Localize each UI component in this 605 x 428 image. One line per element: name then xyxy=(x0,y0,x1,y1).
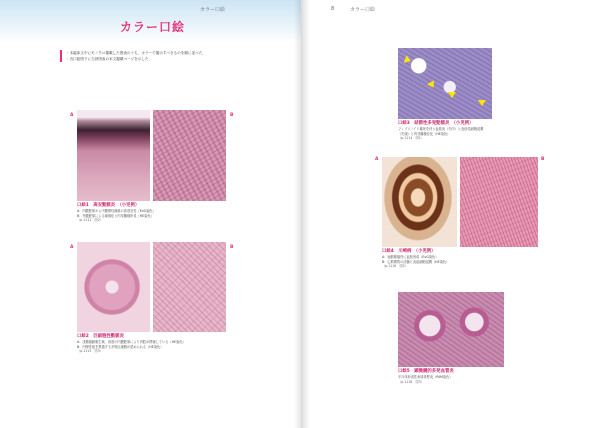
running-head-right: カラー口絵 xyxy=(350,7,376,13)
figure4-caption xyxy=(382,249,449,269)
figure4-title: 口絵4 川崎病 （小児例） xyxy=(382,249,436,254)
running-head-left: カラー口絵 xyxy=(200,7,226,13)
intro-line: ・本臨床文中にモノクロ掲載した図表のうち，カラーで掲示すべきものを順に並べた． xyxy=(66,51,206,55)
figure1-title: 口絵1 高安動脈炎 （小児例） xyxy=(77,203,140,208)
figure1-photo-b[interactable] xyxy=(153,110,226,201)
figure-label-b: B xyxy=(541,157,545,162)
caption-line: B：内弾性板を貫通する多核巨細胞が認められる（HE染色） xyxy=(77,344,164,349)
figure1-caption xyxy=(77,203,156,223)
intro-line: ・各口絵図下に当該図表の本文掲載ページを示した． xyxy=(66,57,153,61)
arrow-icon xyxy=(404,55,412,65)
figure4-photo-b[interactable] xyxy=(460,157,538,247)
figure3-title: 口絵3 結節性多発動脈炎 （小児例） xyxy=(398,121,474,126)
figure-label-a: A xyxy=(70,245,74,250)
figure2-reference: （p.1113 図3） xyxy=(77,349,103,353)
figure1-reference: （p.1111 図2） xyxy=(77,218,103,222)
figure2-photo-a[interactable] xyxy=(77,242,150,332)
figure4-reference: （p.1116 図2） xyxy=(382,264,408,268)
figure5-caption xyxy=(398,369,454,385)
intro-note xyxy=(60,50,266,62)
arrowhead-icon xyxy=(448,92,456,98)
caption-line: B：外膜肥厚による線維化と肉芽腫様所見（HE染色） xyxy=(77,213,154,218)
caption-line: 半月体形成性糸球体腎炎（PAM染色） xyxy=(398,375,453,379)
arrow-icon xyxy=(427,80,437,89)
right-page xyxy=(303,0,605,428)
caption-line: A：冠動脈瘤内に血栓形成（EvG染色） xyxy=(382,255,439,259)
caption-line: フィブリノイド壊死を伴う血管炎（矢印）と炎症性細胞浸潤 xyxy=(398,127,484,131)
figure2-photo-b[interactable] xyxy=(153,242,226,332)
caption-line: （矢頭）と肉芽腫様変化（HE染色） xyxy=(398,131,451,136)
page-number: 8 xyxy=(331,6,335,12)
figure-label-b: B xyxy=(230,245,234,250)
figure3-caption xyxy=(398,121,483,141)
page-title: カラー口絵 xyxy=(120,20,186,34)
figure3-reference: （p.1114 図1） xyxy=(398,136,424,140)
figure5-title: 口絵5 顕微鏡的多発血管炎 xyxy=(398,369,454,374)
figure3-photo[interactable] xyxy=(398,48,492,119)
caption-line: A：内膜肥厚から中膜弾性線維の高度変性（EvG染色） xyxy=(77,209,156,213)
caption-line: B：心筋間質の浮腫と炎症細胞浸潤（HE染色） xyxy=(382,259,450,264)
arrowhead-icon xyxy=(478,100,486,106)
caption-line: A：浅側頭動脈生検．高度の内膜肥厚により内腔が閉塞している（HE染色） xyxy=(77,340,186,344)
figure1-photo-a[interactable] xyxy=(77,110,150,201)
figure-label-a: A xyxy=(375,157,379,162)
figure5-reference: （p.1118 図3） xyxy=(398,379,424,384)
book-gutter xyxy=(294,0,310,428)
figure-label-a: A xyxy=(70,113,74,118)
figure2-caption xyxy=(77,334,186,354)
figure2-title: 口絵2 巨細胞性動脈炎 xyxy=(77,334,124,339)
figure-label-b: B xyxy=(230,113,234,118)
figure4-photo-a[interactable] xyxy=(382,157,457,247)
figure5-photo[interactable] xyxy=(398,292,504,367)
left-page xyxy=(0,0,301,428)
